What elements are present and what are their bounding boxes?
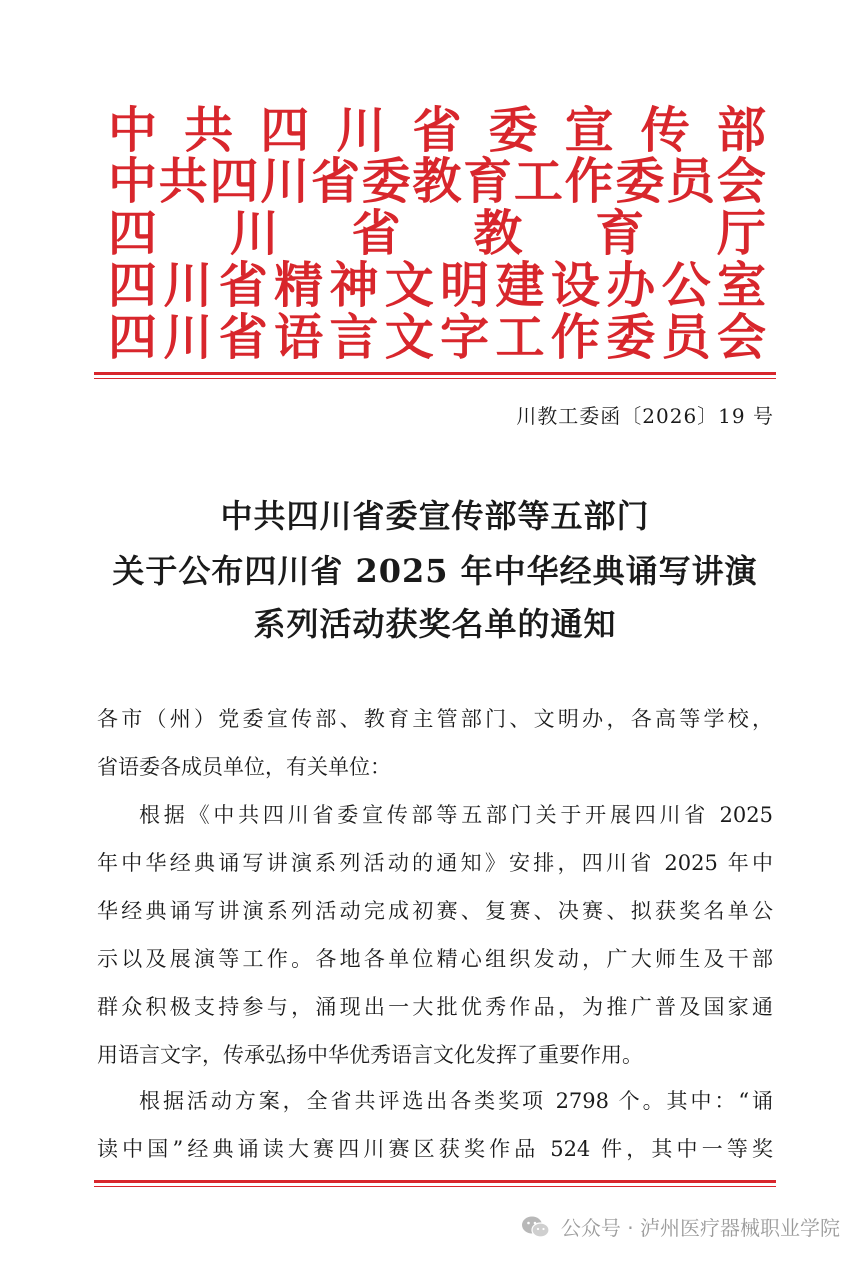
header-char: 育 xyxy=(595,204,645,262)
body-line: 年中华经典诵写讲演系列活动的通知》安排，四川省 2025 年中 xyxy=(97,851,773,875)
header-char: 精 xyxy=(274,256,324,314)
header-authority-1 xyxy=(108,102,766,158)
footer-rule-thin xyxy=(94,1186,776,1187)
header-char: 作 xyxy=(550,308,600,366)
title-line-3: 系列活动获奖名单的通知 xyxy=(253,605,617,643)
header-char: 共 xyxy=(184,101,234,159)
header-char: 四 xyxy=(209,152,259,210)
header-authority-5 xyxy=(108,309,766,365)
header-char: 建 xyxy=(495,256,545,314)
header-char: 会 xyxy=(716,308,766,366)
header-char: 文 xyxy=(384,256,434,314)
header-char: 部 xyxy=(716,101,766,159)
header-char: 省 xyxy=(218,256,268,314)
header-char: 教 xyxy=(473,204,523,262)
header-char: 室 xyxy=(716,256,766,314)
header-char: 公 xyxy=(661,256,711,314)
header-char: 中 xyxy=(108,152,158,210)
header-char: 言 xyxy=(329,308,379,366)
header-char: 四 xyxy=(108,204,158,262)
header-char: 委 xyxy=(615,152,665,210)
body-line: 各市（州）党委宣传部、教育主管部门、文明办，各高等学校， xyxy=(97,707,773,731)
header-char: 省 xyxy=(412,101,462,159)
header-rule-thin xyxy=(94,378,776,379)
body-line: 华经典诵写讲演系列活动完成初赛、复赛、决赛、拟获奖名单公 xyxy=(97,899,773,923)
body-line: 根据《中共四川省委宣传部等五部门关于开展四川省 2025 xyxy=(139,803,773,827)
body-line: 省语委各成员单位，有关单位： xyxy=(97,755,391,779)
header-char: 川 xyxy=(163,308,213,366)
header-char: 中 xyxy=(108,101,158,159)
header-authority-4 xyxy=(108,257,766,313)
header-char: 办 xyxy=(606,256,656,314)
header-char: 工 xyxy=(513,152,563,210)
header-char: 传 xyxy=(640,101,690,159)
body-line: 示以及展演等工作。各地各单位精心组织发动，广大师生及干部 xyxy=(97,947,773,971)
header-char: 员 xyxy=(661,308,711,366)
header-char: 四 xyxy=(108,256,158,314)
header-char: 神 xyxy=(329,256,379,314)
header-char: 委 xyxy=(606,308,656,366)
header-char: 育 xyxy=(463,152,513,210)
body-line: 读中国”经典诵读大赛四川赛区获奖作品 524 件，其中一等奖 xyxy=(97,1137,773,1161)
footer-rule xyxy=(94,1180,776,1183)
header-char: 员 xyxy=(666,152,716,210)
header-char: 厅 xyxy=(716,204,766,262)
header-char: 工 xyxy=(495,308,545,366)
header-char: 委 xyxy=(361,152,411,210)
header-authority-3 xyxy=(108,205,766,261)
header-char: 作 xyxy=(564,152,614,210)
title-line-1: 中共四川省委宣传部等五部门 xyxy=(220,497,650,535)
header-char: 川 xyxy=(260,152,310,210)
body-line: 根据活动方案，全省共评选出各类奖项 2798 个。其中：“诵 xyxy=(139,1089,773,1113)
header-char: 语 xyxy=(274,308,324,366)
wechat-icon xyxy=(521,1214,551,1240)
header-char: 川 xyxy=(163,256,213,314)
header-char: 四 xyxy=(260,101,310,159)
source-watermark xyxy=(521,1212,840,1241)
header-char: 设 xyxy=(550,256,600,314)
footer-label: 公众号 · 泸州医疗器械职业学院 xyxy=(560,1216,840,1240)
header-char: 共 xyxy=(158,152,208,210)
header-char: 省 xyxy=(351,204,401,262)
document-number: 川教工委函〔2026〕19 号 xyxy=(516,404,774,428)
header-char: 省 xyxy=(218,308,268,366)
body-line: 群众积极支持参与，涌现出一大批优秀作品，为推广普及国家通 xyxy=(97,995,773,1019)
header-char: 川 xyxy=(336,101,386,159)
header-char: 委 xyxy=(488,101,538,159)
header-char: 教 xyxy=(412,152,462,210)
header-char: 宣 xyxy=(564,101,614,159)
header-char: 会 xyxy=(716,152,766,210)
header-char: 明 xyxy=(440,256,490,314)
header-char: 川 xyxy=(229,204,279,262)
title-line-2: 关于公布四川省 2025 年中华经典诵写讲演 xyxy=(112,552,758,590)
body-line: 用语言文字，传承弘扬中华优秀语言文化发挥了重要作用。 xyxy=(97,1043,643,1067)
header-char: 四 xyxy=(108,308,158,366)
header-rule xyxy=(94,372,776,375)
header-char: 文 xyxy=(384,308,434,366)
header-authority-2 xyxy=(108,153,766,209)
header-char: 字 xyxy=(440,308,490,366)
header-char: 省 xyxy=(310,152,360,210)
